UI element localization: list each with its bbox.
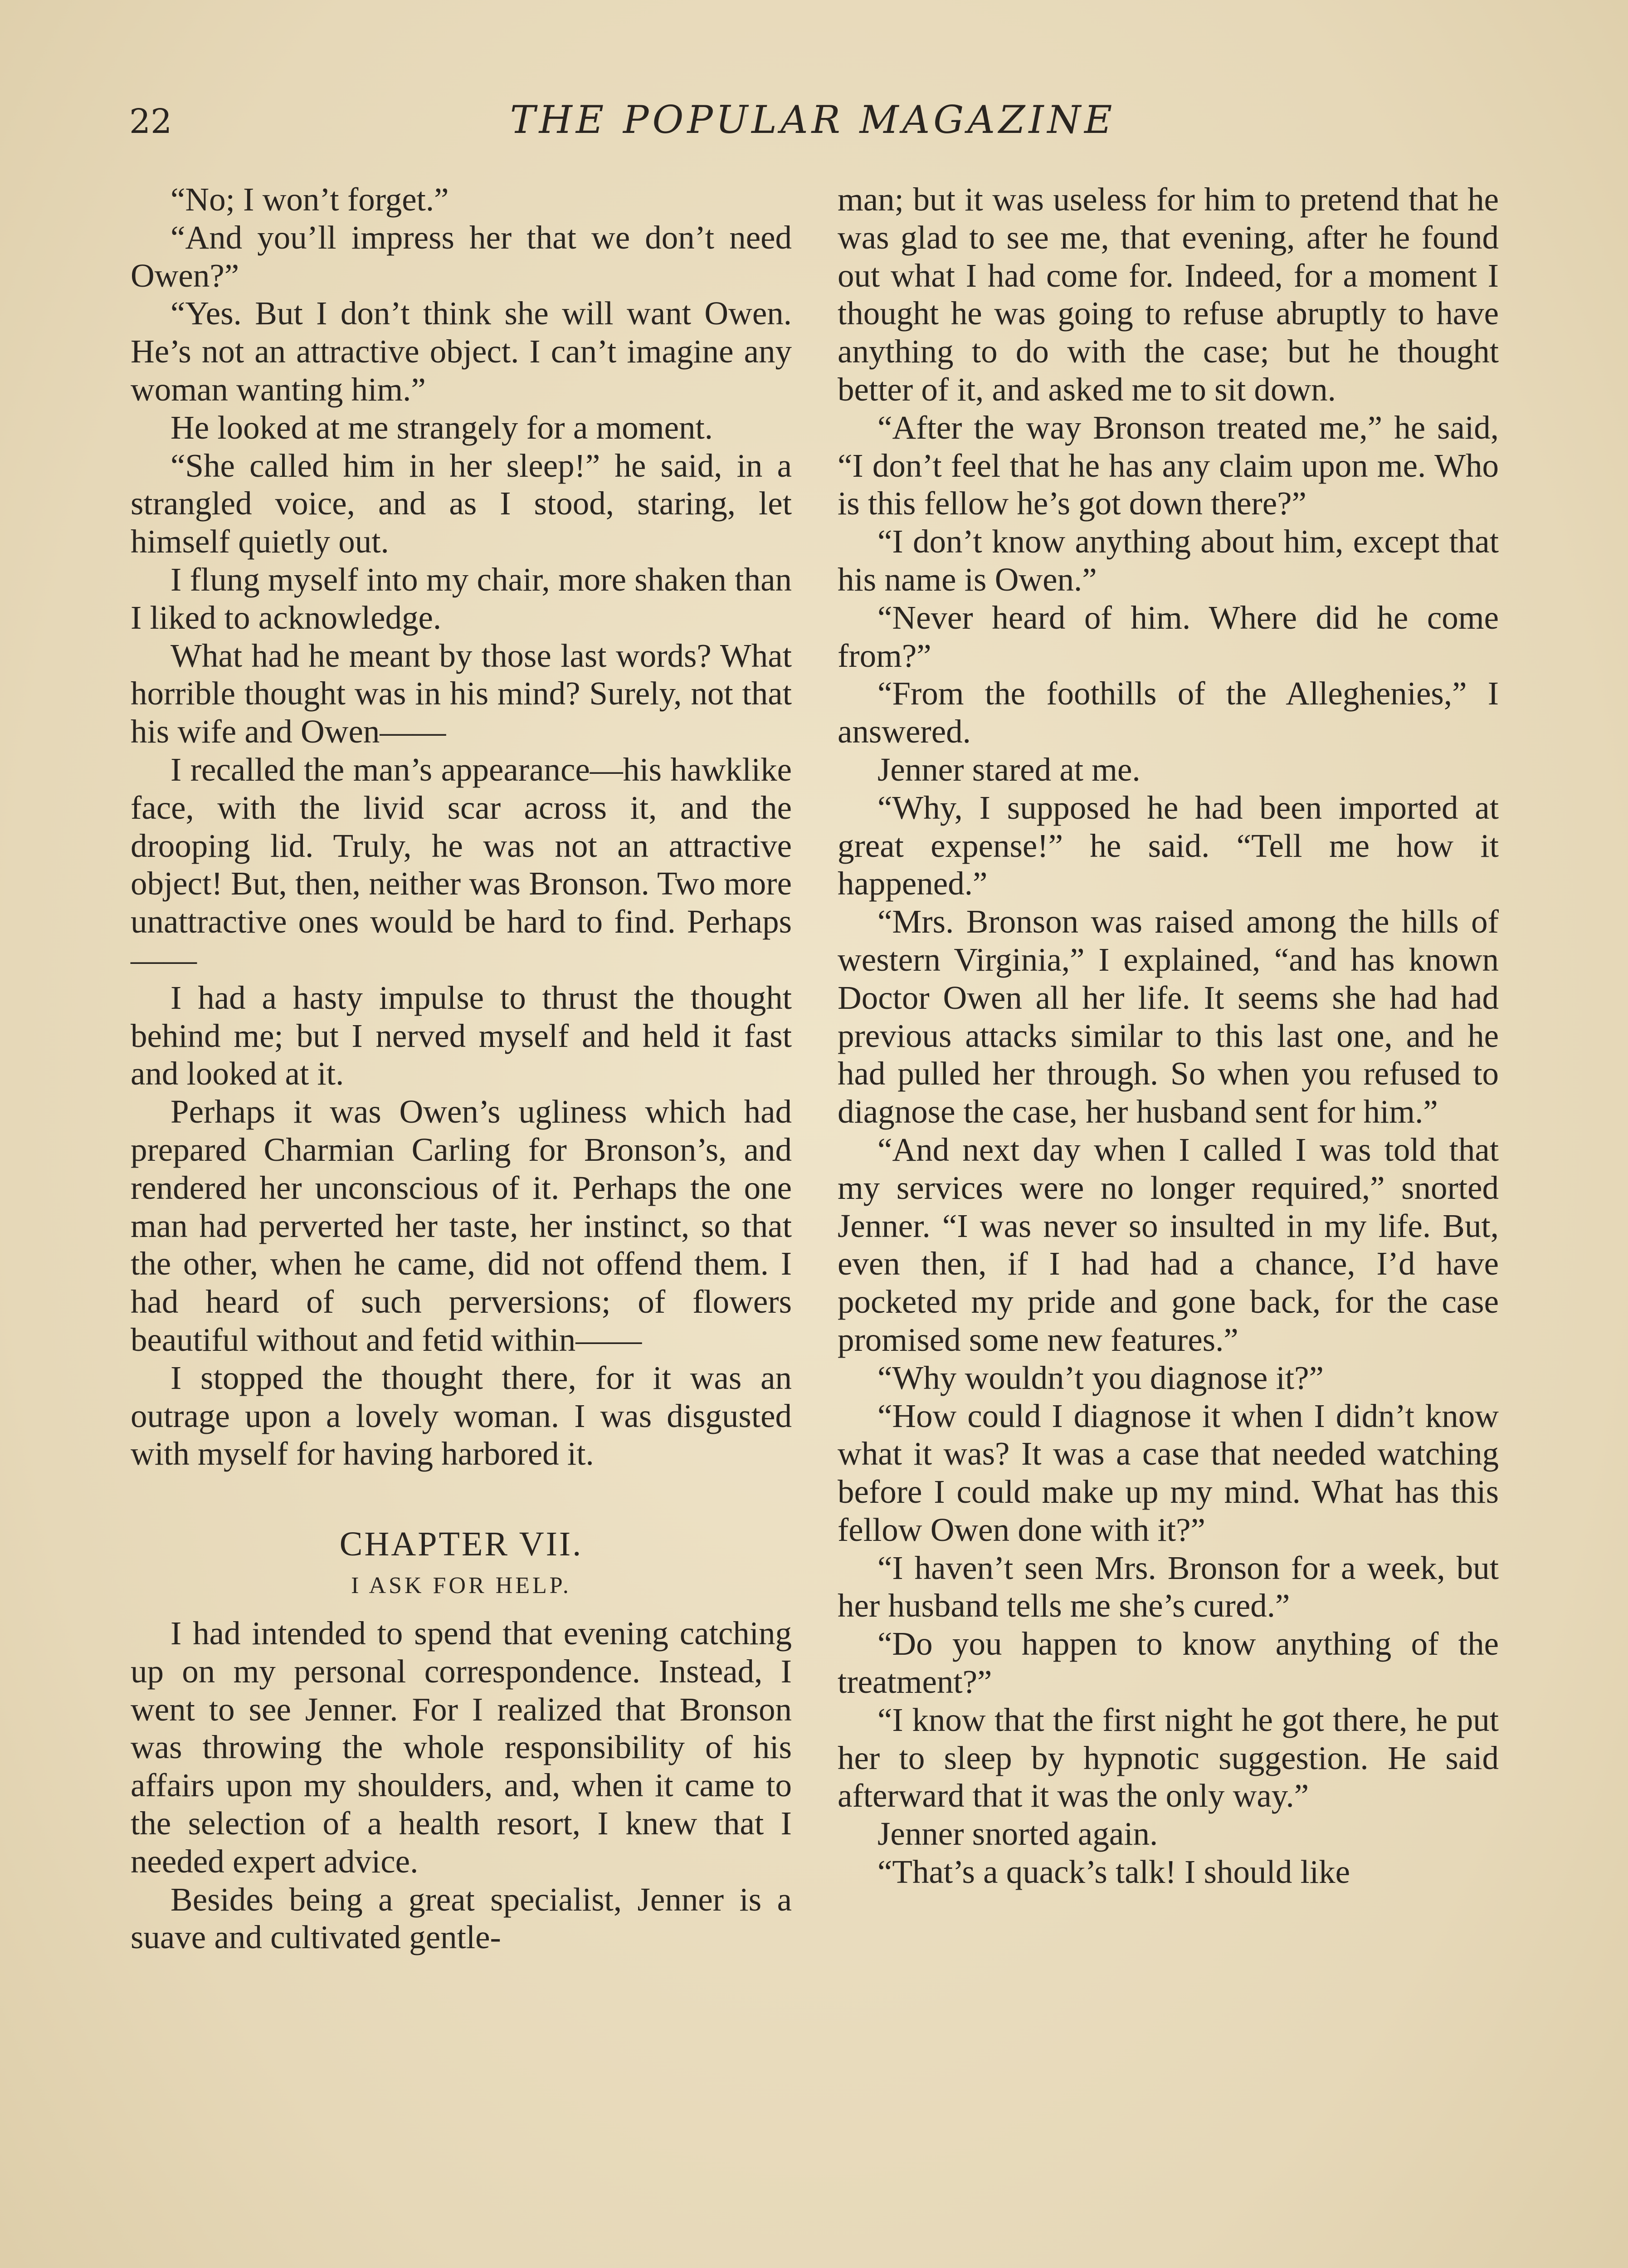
paragraph: “After the way Bronson treated me,” he said, “I don’t feel that he has any claim upon me. Who is this fellow he’s got down there?” [838,409,1499,522]
page-number: 22 [129,102,172,141]
paragraph: I flung myself into my chair, more shaken than I liked to acknowledge. [131,561,792,636]
paragraph: Jenner snorted again. [877,1815,1158,1853]
paragraph: “Never heard of him. Where did he come from?” [838,599,1499,674]
running-title: THE POPULAR MAGAZINE [510,98,1116,142]
paragraph: Jenner stared at me. [877,751,1141,788]
paragraph: “And you’ll impress her that we don’t need Owen?” [131,219,792,294]
paragraph: “And next day when I called I was told that my services were no longer required,” snorted Jenner. “I was never so insulted in my life. But, even then, if I had had a chance, I’d have pocketed my pride and gone back, for the case promised some new features.” [838,1131,1499,1358]
paragraph: “I don’t know anything about him, except that his name is Owen.” [838,523,1499,598]
paragraph: “Why, I supposed he had been imported at great expense!” he said. “Tell me how it happened.” [838,789,1499,902]
paragraph: “She called him in her sleep!” he said, in a strangled voice, and as I stood, staring, let himself quietly out. [131,447,792,560]
paragraph: “How could I diagnose it when I didn’t know what it was? It was a case that needed watching before I could make up my mind. What has this fellow Owen done with it?” [838,1397,1499,1548]
paragraph: He looked at me strangely for a moment. [171,409,713,446]
continued-paragraph: man; but it was useless for him to pretend that he was glad to see me, that evening, after he found out what I had come for. Indeed, for a moment I thought he was going to refuse abruptly to have anything to do with the case; but he thought better of it, and asked me to sit down. [838,181,1499,408]
chapter-subtitle: I ASK FOR HELP. [351,1573,571,1599]
paragraph: “No; I won’t forget.” [171,181,449,218]
page-header [129,98,1496,147]
paragraph: “Why wouldn’t you diagnose it?” [877,1359,1324,1396]
paragraph: “Do you happen to know anything of the treatment?” [838,1625,1499,1701]
paragraph: I recalled the man’s appearance—his hawklike face, with the livid scar across it, and the drooping lid. Truly, he was not an attractive object! But, then, neither was Bronson. Two more unattractive ones would be hard to find. Perhaps—— [131,751,792,978]
chapter-title: CHAPTER VII. [339,1525,583,1564]
paragraph: “That’s a quack’s talk! I should like [877,1853,1350,1891]
paragraph: “From the foothills of the Alleghenies,” I answered. [838,675,1499,750]
paragraph: “Mrs. Bronson was raised among the hills of western Virginia,” I explained, “and has known Doctor Owen all her life. It seems she had had previous attacks similar to this last one, and he had pulled her through. So when you refused to diagnose the case, her husband sent for him.” [838,903,1499,1130]
paragraph: Besides being a great specialist, Jenner is a suave and cultivated gentle- [131,1881,792,1956]
paragraph: I had a hasty impulse to thrust the thought behind me; but I nerved myself and held it fast and looked at it. [131,979,792,1092]
paragraph: “I know that the first night he got there, he put her to sleep by hypnotic suggestion. He said afterward that it was the only way.” [838,1701,1499,1814]
paragraph: I stopped the thought there, for it was an outrage upon a lovely woman. I was disgusted with myself for having harbored it. [131,1359,792,1472]
paragraph: I had intended to spend that evening catching up on my personal correspondence. Instead, I went to see Jenner. For I realized that Bronson was throwing the whole responsibility of his affairs upon my shoulders, and, when it came to the selection of a health resort, I knew that I needed expert advice. [131,1615,792,1880]
paragraph: Perhaps it was Owen’s ugliness which had prepared Charmian Carling for Bronson’s, and rendered her unconscious of it. Perhaps the one man had perverted her taste, her instinct, so that the other, when he came, did not offend them. I had heard of such perversions; of flowers beautiful without and fetid within—— [131,1093,792,1358]
left-column [131,181,792,1956]
right-column [838,181,1499,1891]
paragraph: What had he meant by those last words? What horrible thought was in his mind? Surely, not that his wife and Owen—— [131,637,792,750]
paragraph: “Yes. But I don’t think she will want Owen. He’s not an attractive object. I can’t imagine any woman wanting him.” [131,295,792,408]
paragraph: “I haven’t seen Mrs. Bronson for a week, but her husband tells me she’s cured.” [838,1549,1499,1624]
